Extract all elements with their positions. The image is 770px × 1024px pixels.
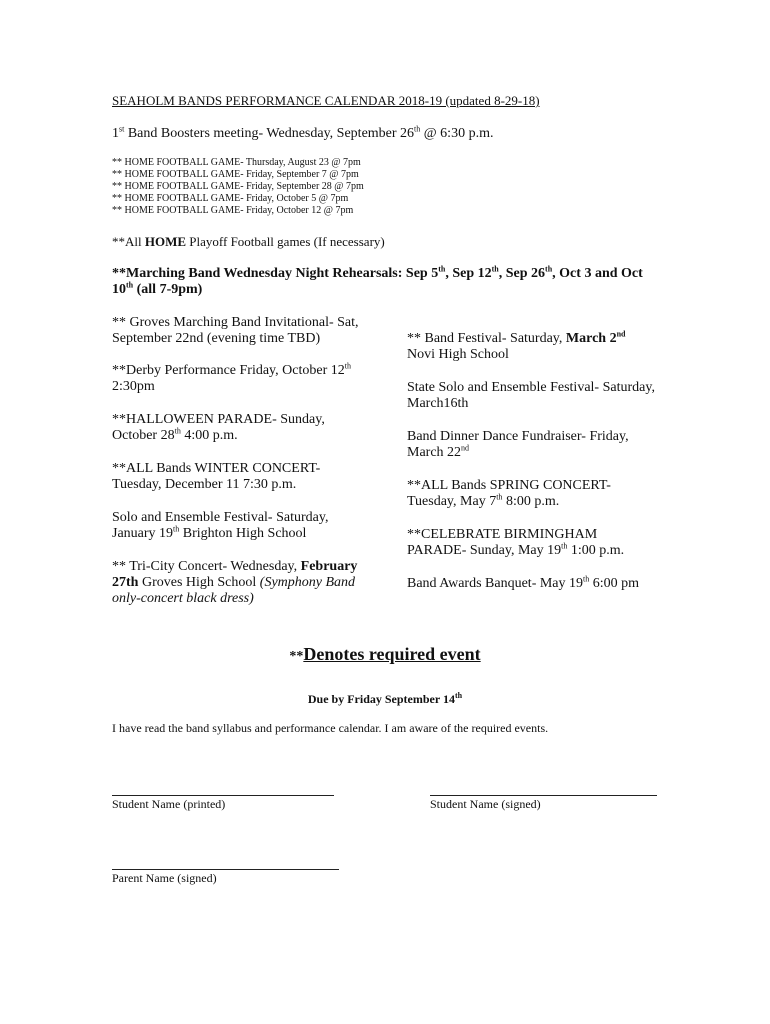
r-t5: 10 [112, 282, 126, 297]
spring-concert [407, 478, 677, 510]
parent-signed-label: Parent Name (signed) [112, 871, 217, 885]
boosters-sup2: th [414, 124, 421, 134]
celebrate-2b: 1:00 p.m. [567, 543, 625, 558]
derby-line-2: 2:30pm [112, 379, 155, 394]
r-s3: th [545, 264, 553, 274]
festival-line-2: Novi High School [407, 347, 509, 362]
dinner-2s: nd [461, 443, 470, 453]
tricity-2a: 27th [112, 575, 139, 590]
solo-line-2 [112, 526, 387, 542]
festival-1b: March 2 [565, 331, 617, 346]
r-t2: , Sep 12 [445, 266, 492, 281]
r-t3: , Sep 26 [498, 266, 546, 281]
rehearsals-note [112, 266, 672, 298]
festival-1a: ** Band Festival- Saturday, [407, 331, 566, 346]
r-s5: th [126, 280, 134, 290]
right-column [407, 331, 677, 592]
festival-line-1 [407, 331, 677, 347]
dinner-line-2 [407, 445, 677, 461]
r-t4: , Oct 3 and Oct [552, 266, 643, 281]
playoff-post: Playoff Football games (If necessary) [186, 234, 385, 249]
parent-signed-line[interactable] [112, 869, 339, 870]
spring-line-1: **ALL Bands SPRING CONCERT- [407, 478, 611, 493]
celebrate-2s: th [561, 541, 568, 551]
student-printed-line[interactable] [112, 795, 334, 796]
tricity-line-1 [112, 559, 387, 575]
football-game-item: ** HOME FOOTBALL GAME- Friday, October 5 @ 7pm [112, 193, 349, 204]
football-game-item: ** HOME FOOTBALL GAME- Friday, September 28 @ 7pm [112, 181, 364, 192]
boosters-num: 1 [112, 126, 119, 141]
spring-2b: 8:00 p.m. [502, 494, 560, 509]
celebrate-line-1: **CELEBRATE BIRMINGHAM [407, 527, 598, 542]
boosters-sup1: st [119, 124, 125, 134]
legend-stars: ** [289, 649, 304, 664]
halloween-parade [112, 412, 387, 444]
halloween-2a: October 28 [112, 428, 175, 443]
spring-line-2 [407, 494, 677, 510]
groves-invitational [112, 315, 387, 347]
dinner-dance [407, 429, 677, 461]
winter-concert [112, 461, 387, 493]
awards-s: th [583, 574, 590, 584]
acknowledgement-text: I have read the band syllabus and performance calendar. I am aware of the required events. [112, 721, 549, 735]
rehearsals-line-1 [112, 266, 672, 282]
boosters-text2: @ 6:30 p.m. [420, 126, 494, 141]
dinner-2a: March 22 [407, 445, 462, 460]
solo-2s: th [173, 524, 180, 534]
state-solo [407, 380, 677, 412]
student-signed-label: Student Name (signed) [430, 797, 541, 811]
student-printed-label: Student Name (printed) [112, 797, 226, 811]
derby-line-1 [112, 363, 387, 379]
legend-text: Denotes required event [303, 644, 481, 664]
groves-line-1: ** Groves Marching Band Invitational- Sat, [112, 315, 359, 330]
football-game-item: ** HOME FOOTBALL GAME- Friday, September 7 @ 7pm [112, 169, 359, 180]
celebrate-line-2 [407, 543, 677, 559]
state-line-1: State Solo and Ensemble Festival- Saturday, [407, 380, 655, 395]
boosters-text1: Band Boosters meeting- Wednesday, September 26 [124, 126, 415, 141]
boosters-meeting [112, 126, 493, 142]
derby-1s: th [344, 361, 351, 371]
groves-line-2: September 22nd (evening time TBD) [112, 331, 321, 346]
due-sup: th [454, 691, 463, 700]
state-line-2: March16th [407, 396, 469, 411]
awards-banquet [407, 576, 677, 592]
football-games-list [112, 157, 364, 217]
due-text: Due by Friday September 14 [307, 692, 455, 706]
football-game-item: ** HOME FOOTBALL GAME- Friday, October 12 @ 7pm [112, 205, 354, 216]
playoff-bold: HOME [144, 234, 187, 249]
halloween-2b: 4:00 p.m. [180, 428, 238, 443]
solo-2b: Brighton High School [179, 526, 307, 541]
tricity-1a: ** Tri-City Concert- Wednesday, [112, 559, 301, 574]
r-s2: th [491, 264, 499, 274]
band-festival [407, 331, 677, 363]
solo-line-1: Solo and Ensemble Festival- Saturday, [112, 510, 329, 525]
r-t1: **Marching Band Wednesday Night Rehearsals: Sep 5 [112, 266, 439, 281]
awards-b: 6:00 pm [589, 576, 640, 591]
spring-2a: Tuesday, May 7 [407, 494, 497, 509]
celebrate-2a: PARADE- Sunday, May 19 [407, 543, 562, 558]
derby-1a: **Derby Performance Friday, October 12 [112, 363, 345, 378]
halloween-line-1: **HALLOWEEN PARADE- Sunday, [112, 412, 325, 427]
tricity-2b: Groves High School [138, 575, 260, 590]
playoff-note [112, 234, 385, 250]
tricity-1b: February [300, 559, 358, 574]
celebrate-parade [407, 527, 677, 559]
required-legend [0, 644, 770, 665]
tricity-line-2 [112, 575, 387, 591]
r-t6: (all 7-9pm) [133, 282, 203, 297]
winter-line-1: **ALL Bands WINTER CONCERT- [112, 461, 321, 476]
left-column [112, 315, 387, 607]
winter-line-2: Tuesday, December 11 7:30 p.m. [112, 477, 297, 492]
rehearsals-line-2 [112, 282, 672, 298]
dinner-line-1: Band Dinner Dance Fundraiser- Friday, [407, 429, 629, 444]
awards-a: Band Awards Banquet- May 19 [407, 576, 584, 591]
halloween-line-2 [112, 428, 387, 444]
tricity-line-3: only-concert black dress) [112, 591, 254, 606]
playoff-pre: **All [112, 234, 145, 249]
due-date [0, 692, 770, 707]
page-title: SEAHOLM BANDS PERFORMANCE CALENDAR 2018-19 (updated 8-29-18) [112, 93, 540, 108]
festival-1s: nd [616, 329, 626, 339]
spring-2s: th [496, 492, 503, 502]
solo-2a: January 19 [112, 526, 174, 541]
halloween-2s: th [174, 426, 181, 436]
r-s1: th [438, 264, 446, 274]
solo-ensemble [112, 510, 387, 542]
football-game-item: ** HOME FOOTBALL GAME- Thursday, August 23 @ 7pm [112, 157, 361, 168]
tricity-concert [112, 559, 387, 607]
derby-performance [112, 363, 387, 395]
tricity-2c: (Symphony Band [259, 575, 356, 590]
student-signed-line[interactable] [430, 795, 657, 796]
